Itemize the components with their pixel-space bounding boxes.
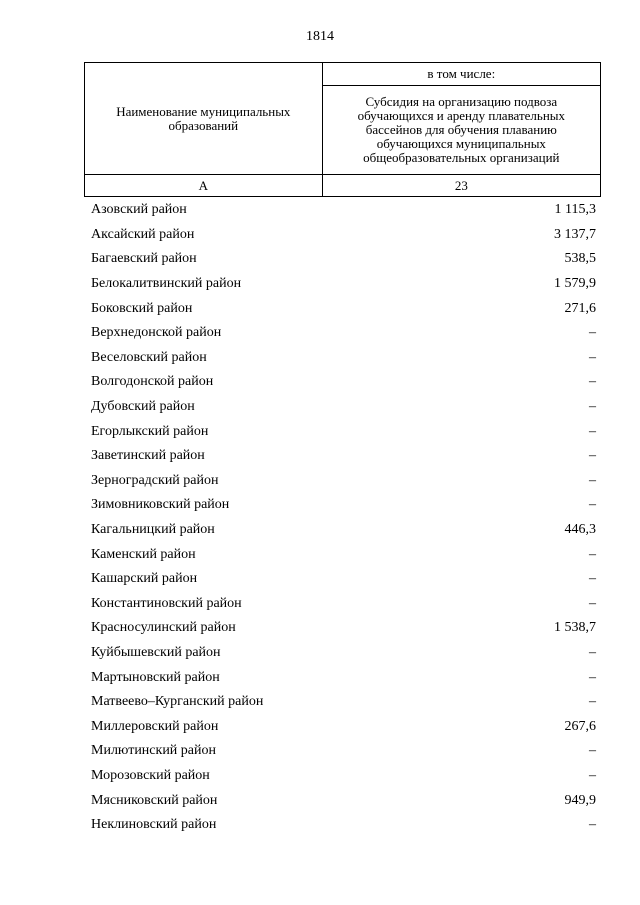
municipality-name: Кагальницкий район — [91, 522, 215, 538]
municipality-name: Азовский район — [91, 202, 187, 218]
table-row — [91, 272, 596, 297]
subsidy-value: – — [589, 743, 596, 759]
table-row — [91, 739, 596, 764]
subsidy-value: – — [589, 399, 596, 415]
subsidy-value: – — [589, 571, 596, 587]
subsidy-value: 1 115,3 — [554, 202, 596, 218]
municipality-name: Зерноградский район — [91, 472, 219, 488]
table-row — [91, 444, 596, 469]
table-row — [91, 346, 596, 371]
table-row — [91, 764, 596, 789]
municipality-name: Аксайский район — [91, 226, 195, 242]
table-row — [91, 690, 596, 715]
name-column-code: А — [85, 175, 323, 197]
municipality-name: Заветинский район — [91, 448, 205, 464]
table-row — [91, 592, 596, 617]
page-number: 1814 — [306, 29, 334, 44]
subsidy-value: – — [589, 767, 596, 783]
subsidy-value: – — [589, 325, 596, 341]
subsidy-value: – — [589, 595, 596, 611]
table-row — [91, 469, 596, 494]
municipality-name: Белокалитвинский район — [91, 276, 242, 292]
table-row — [91, 567, 596, 592]
subsidy-value: 1 538,7 — [554, 620, 596, 636]
subsidy-value: 1 579,9 — [554, 276, 596, 292]
municipality-name: Каменский район — [91, 546, 196, 562]
municipality-name: Морозовский район — [91, 767, 210, 783]
table-row — [91, 419, 596, 444]
subsidy-value: – — [589, 472, 596, 488]
municipality-name: Милютинский район — [91, 743, 217, 759]
subsidy-value: 949,9 — [564, 792, 596, 808]
municipality-name: Багаевский район — [91, 251, 197, 267]
subsidy-value: – — [589, 423, 596, 439]
table-row — [91, 641, 596, 666]
municipality-name: Верхнедонской район — [91, 325, 222, 341]
table-row — [91, 616, 596, 641]
municipality-list — [91, 198, 596, 837]
subsidy-value: 446,3 — [564, 522, 596, 538]
table-row — [91, 247, 596, 272]
subsidy-value: – — [589, 448, 596, 464]
table-row — [91, 493, 596, 518]
municipality-name: Мартыновский район — [91, 669, 220, 685]
subsidy-description-header: Субсидия на организацию подвоза обучающихся и аренду плавательных бассейнов для обучения плаванию обучающихся муниципальных общеобразовательных организаций — [322, 86, 600, 175]
subsidy-value: 538,5 — [564, 251, 596, 267]
municipality-name: Матвеево–Курганский район — [91, 694, 264, 710]
table-row — [91, 788, 596, 813]
value-column-code: 23 — [322, 175, 600, 197]
subsidy-value: – — [589, 817, 596, 833]
table-row — [91, 198, 596, 223]
including-label: в том числе: — [322, 63, 600, 86]
municipality-name: Красносулинский район — [91, 620, 236, 636]
subsidy-value: 271,6 — [564, 300, 596, 316]
subsidy-value: – — [589, 546, 596, 562]
municipality-name: Дубовский район — [91, 399, 195, 415]
table-row — [91, 813, 596, 838]
municipality-name: Волгодонской район — [91, 374, 214, 390]
table-row — [91, 395, 596, 420]
subsidy-value: – — [589, 497, 596, 513]
municipality-name: Веселовский район — [91, 349, 207, 365]
name-column-header: Наименование муниципальных образований — [85, 63, 323, 175]
municipality-name: Боковский район — [91, 300, 193, 316]
table-header — [84, 62, 601, 197]
subsidy-value: – — [589, 349, 596, 365]
municipality-name: Куйбышевский район — [91, 644, 221, 660]
municipality-name: Егорлыкский район — [91, 423, 209, 439]
municipality-name: Неклиновский район — [91, 817, 217, 833]
subsidy-value: – — [589, 374, 596, 390]
table-row — [91, 665, 596, 690]
subsidy-value: 267,6 — [564, 718, 596, 734]
municipality-name: Зимовниковский район — [91, 497, 230, 513]
subsidy-value: – — [589, 669, 596, 685]
municipality-name: Мясниковский район — [91, 792, 218, 808]
table-row — [91, 296, 596, 321]
table-row — [91, 223, 596, 248]
municipality-name: Кашарский район — [91, 571, 198, 587]
table-row — [91, 370, 596, 395]
municipality-name: Миллеровский район — [91, 718, 219, 734]
subsidy-value: – — [589, 644, 596, 660]
table-row — [91, 542, 596, 567]
municipality-name: Константиновский район — [91, 595, 242, 611]
subsidy-value: – — [589, 694, 596, 710]
table-row — [91, 518, 596, 543]
subsidy-value: 3 137,7 — [554, 226, 596, 242]
table-row — [91, 714, 596, 739]
table-row — [91, 321, 596, 346]
